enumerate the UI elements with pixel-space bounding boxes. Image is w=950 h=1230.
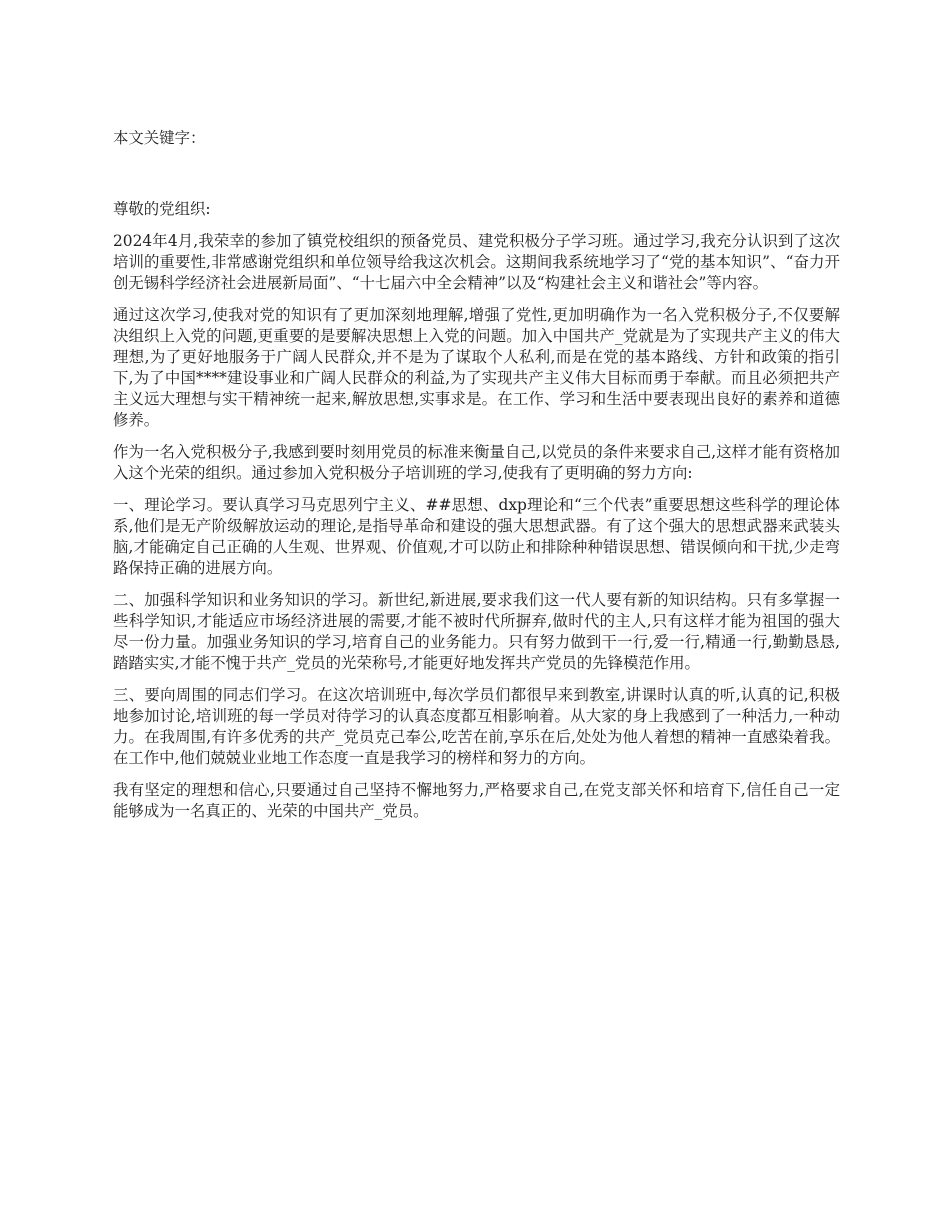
paragraph-learn-from-peers: 三、要向周围的同志们学习。在这次培训班中,每次学员们都很早来到教室,讲课时认真的听,认真的记,积极地参加讨论,培训班的每一学员对待学习的认真态度都互相影响着。从大家的身上我感到了一种活力,一种动力。在我周围,有许多优秀的共产_党员克己奉公,吃苦在前,享乐在后,处处为他人着想的精神一直感染着我。在工作中,他们兢兢业业地工作态度一直是我学习的榜样和努力的方向。 [113, 686, 840, 767]
paragraph-theory-study: 一、理论学习。要认真学习马克思列宁主义、##思想、dxp理论和“三个代表”重要思想这些科学的理论体系,他们是无产阶级解放运动的理论,是指导革命和建设的强大思想武器。有了这个强大的思想武器来武装头脑,才能确定自己正确的人生观、世界观、价值观,才可以防止和排除种种错误思想、错误倾向和干扰,少走弯路保持正确的进展方向。 [113, 496, 840, 577]
keywords-label: 本文关键字： [113, 129, 206, 147]
salutation: 尊敬的党组织: [113, 200, 211, 218]
document-page [113, 128, 840, 833]
paragraph-understanding: 通过这次学习,使我对党的知识有了更加深刻地理解,增强了党性,更加明确作为一名入党积极分子,不仅要解决组织上入党的问题,更重要的是要解决思想上入党的问题。加入中国共产_党就是为了实现共产主义的伟大理想,为了更好地服务于广阔人民群众,并不是为了谋取个人私利,而是在党的基本路线、方针和政策的指引下,为了中国****建设事业和广阔人民群众的利益,为了实现共产主义伟大目标而勇于奉献。而且必须把共产主义远大理想与实干精神统一起来,解放思想,实事求是。在工作、学习和生活中要表现出良好的素养和道德修养。 [113, 306, 840, 429]
paragraph-conclusion: 我有坚定的理想和信心,只要通过自己坚持不懈地努力,严格要求自己,在党支部关怀和培育下,信任自己一定能够成为一名真正的、光荣的中国共产_党员。 [113, 781, 840, 820]
paragraph-intro: 2024年4月,我荣幸的参加了镇党校组织的预备党员、建党积极分子学习班。通过学习,我充分认识到了这次培训的重要性,非常感谢党组织和单位领导给我这次机会。这期间我系统地学习了“党的基本知识”、“奋力开创无锡科学经济社会进展新局面”、“十七届六中全会精神”以及“构建社会主义和谐社会”等内容。 [113, 232, 840, 292]
paragraph-knowledge-study: 二、加强科学知识和业务知识的学习。新世纪,新进展,要求我们这一代人要有新的知识结构。只有多掌握一些科学知识,才能适应市场经济进展的需要,才能不被时代所摒弃,做时代的主人,只有这样才能为祖国的强大尽一份力量。加强业务知识的学习,培育自己的业务能力。只有努力做到干一行,爱一行,精通一行,勤勤恳恳,踏踏实实,才能不愧于共产_党员的光荣称号,才能更好地发挥共产党员的先锋模范作用。 [113, 591, 840, 672]
paragraph-direction: 作为一名入党积极分子,我感到要时刻用党员的标准来衡量自己,以党员的条件来要求自己,这样才能有资格加入这个光荣的组织。通过参加入党积极分子培训班的学习,使我有了更明确的努力方向: [113, 443, 840, 482]
